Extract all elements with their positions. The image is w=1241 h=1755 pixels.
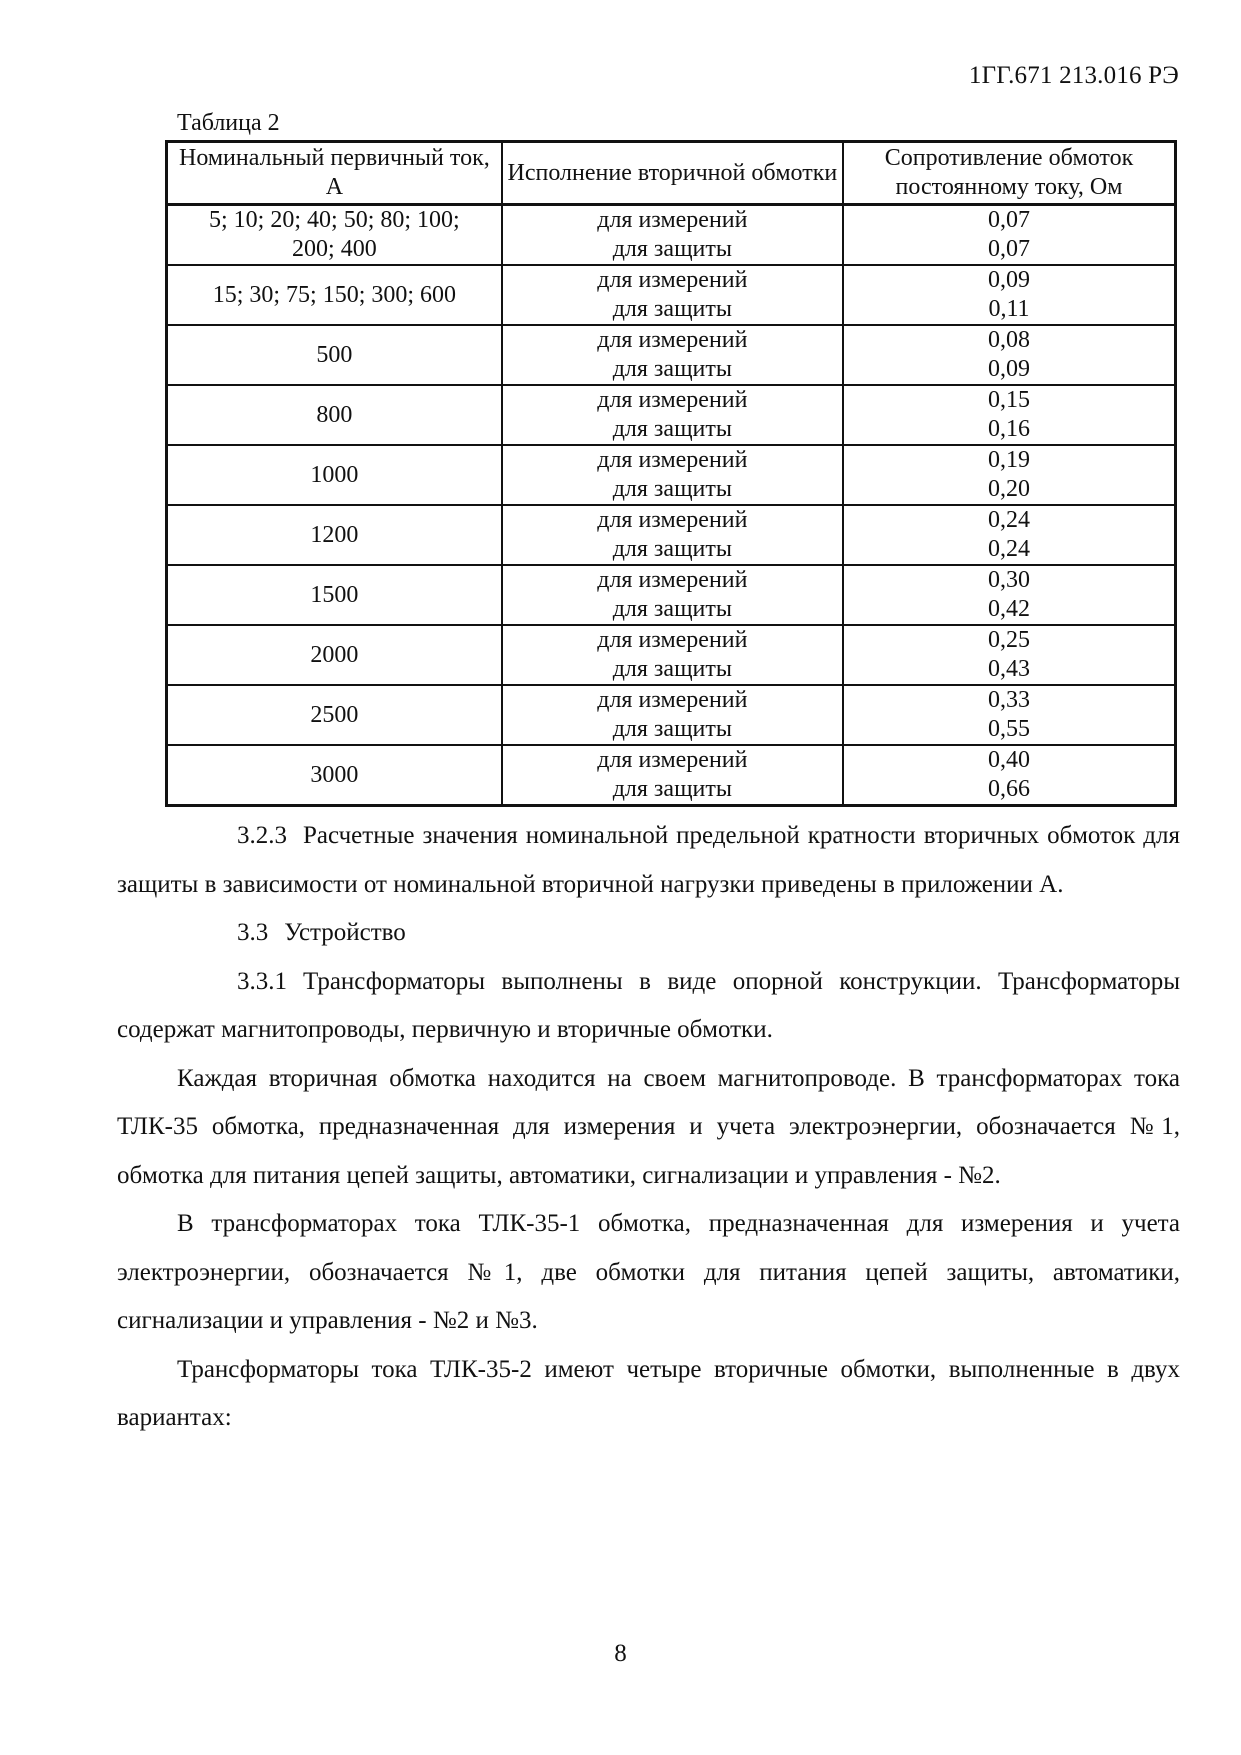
primary-current-cell: 500	[167, 325, 502, 385]
section-number: 3.2.3	[237, 822, 287, 849]
table-row	[167, 325, 1176, 385]
winding-type-cell: для измерений для защиты	[502, 745, 843, 806]
table-row	[167, 505, 1176, 565]
winding-type-cell: для измерений для защиты	[502, 685, 843, 745]
table-row	[167, 385, 1176, 445]
paragraph	[117, 958, 1180, 1055]
table-header-row	[167, 142, 1176, 205]
paragraph	[117, 1200, 1180, 1346]
resistance-cell: 0,08 0,09	[843, 325, 1176, 385]
table-row	[167, 265, 1176, 325]
section-number: 3.3.1	[237, 967, 287, 995]
winding-type-cell: для измерений для защиты	[502, 385, 843, 445]
resistance-cell: 0,40 0,66	[843, 745, 1176, 806]
paragraph-text: Каждая вторичная обмотка находится на своем магнитопроводе. В трансформаторах тока ТЛК-35 обмотка, предназначенная для измерения и учета электроэнергии, обозначается №1, обмотка для питания цепей защиты, автоматики, сигнализации и управления - №2.	[117, 1064, 1180, 1189]
resistance-cell: 0,09 0,11	[843, 265, 1176, 325]
column-header-dc-resistance: Сопротивление обмоток постоянному току, Ом	[843, 142, 1176, 205]
paragraph-text: Трансформаторы тока ТЛК-35-2 имеют четыре вторичные обмотки, выполненные в двух вариантах:	[117, 1355, 1180, 1431]
primary-current-cell: 1200	[167, 505, 502, 565]
winding-type-cell: для измерений для защиты	[502, 625, 843, 685]
paragraph-text: Расчетные значения номинальной предельной кратности вторичных обмоток для защиты в зависимости от номинальной вторичной нагрузки приведены в приложении А.	[117, 822, 1180, 898]
paragraph	[117, 909, 1180, 958]
column-header-primary-current: Номинальный первичный ток, А	[167, 142, 502, 205]
resistance-cell: 0,19 0,20	[843, 445, 1176, 505]
winding-type-cell: для измерений для защиты	[502, 445, 843, 505]
primary-current-cell: 1000	[167, 445, 502, 505]
primary-current-cell: 15; 30; 75; 150; 300; 600	[167, 265, 502, 325]
page-number: 8	[614, 1640, 627, 1667]
resistance-cell: 0,24 0,24	[843, 505, 1176, 565]
primary-current-cell: 3000	[167, 745, 502, 806]
table-row	[167, 745, 1176, 806]
table-row	[167, 205, 1176, 266]
document-code: 1ГГ.671 213.016 РЭ	[968, 62, 1179, 89]
winding-type-cell: для измерений для защиты	[502, 505, 843, 565]
paragraph	[117, 1346, 1180, 1443]
resistance-cell: 0,25 0,43	[843, 625, 1176, 685]
resistance-cell: 0,33 0,55	[843, 685, 1176, 745]
paragraph-text: В трансформаторах тока ТЛК-35-1 обмотка, предназначенная для измерения и учета электроэнергии, обозначается №1, две обмотки для питания цепей защиты, автоматики, сигнализации и управления - №2 и №3.	[117, 1210, 1180, 1334]
winding-type-cell: для измерений для защиты	[502, 565, 843, 625]
primary-current-cell: 1500	[167, 565, 502, 625]
winding-type-cell: для измерений для защиты	[502, 325, 843, 385]
primary-current-cell: 2500	[167, 685, 502, 745]
table-body	[167, 205, 1176, 806]
primary-current-cell: 5; 10; 20; 40; 50; 80; 100; 200; 400	[167, 205, 502, 266]
paragraph	[117, 812, 1180, 909]
body-text	[117, 812, 1180, 1443]
table-row	[167, 685, 1176, 745]
resistance-cell: 0,15 0,16	[843, 385, 1176, 445]
resistance-table	[165, 140, 1177, 807]
column-header-winding-type: Исполнение вторичной обмотки	[502, 142, 843, 205]
paragraph-text: Устройство	[284, 919, 406, 946]
table-row	[167, 445, 1176, 505]
table-row	[167, 625, 1176, 685]
paragraph-text: Трансформаторы выполнены в виде опорной конструкции. Трансформаторы содержат магнитопроводы, первичную и вторичные обмотки.	[117, 967, 1180, 1043]
resistance-cell: 0,30 0,42	[843, 565, 1176, 625]
paragraph	[117, 1055, 1180, 1201]
table-row	[167, 565, 1176, 625]
primary-current-cell: 800	[167, 385, 502, 445]
section-number: 3.3	[237, 919, 269, 946]
resistance-cell: 0,07 0,07	[843, 205, 1176, 266]
winding-type-cell: для измерений для защиты	[502, 205, 843, 266]
winding-type-cell: для измерений для защиты	[502, 265, 843, 325]
primary-current-cell: 2000	[167, 625, 502, 685]
table-caption: Таблица 2	[177, 110, 280, 136]
